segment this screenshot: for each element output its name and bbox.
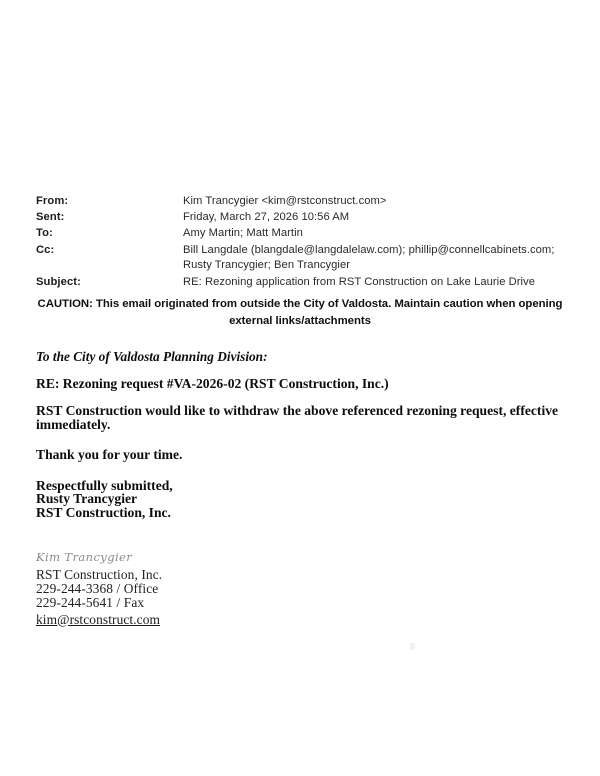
signature-fax-number: 229-244-5641 / Fax <box>36 595 145 611</box>
caution-banner <box>36 296 564 330</box>
field-label-sent: Sent: <box>36 211 65 224</box>
email-header-row-subject <box>36 275 556 290</box>
signature-company: RST Construction, Inc. <box>36 567 163 582</box>
letter-signer-company: RST Construction, Inc. <box>36 504 171 520</box>
email-header-row-cc <box>36 243 556 273</box>
letter-closing-salutation: Respectfully submitted, <box>36 478 173 493</box>
field-value-subject: RE: Rezoning application from RST Construction on Lake Laurie Drive <box>183 276 535 289</box>
email-header-row-from <box>36 194 556 209</box>
letter-re-line: RE: Rezoning request #VA-2026-02 (RST Construction, Inc.) <box>36 376 389 391</box>
email-header-block <box>36 194 556 291</box>
field-value-to: Amy Martin; Matt Martin <box>183 227 303 240</box>
email-header-row-sent <box>36 210 556 225</box>
signature-email-link[interactable]: kim@rstconstruct.com <box>36 611 161 627</box>
field-label-cc: Cc: <box>36 243 55 256</box>
signature-office-phone: 229-244-3368 / Office <box>36 581 159 597</box>
caution-banner-line-1: CAUTION: This email originated from outside the City of Valdosta. Maintain caution when opening <box>37 298 563 310</box>
letter-signer-name: Rusty Trancygier <box>36 491 138 507</box>
letter-closing-block <box>36 479 566 519</box>
scan-artifact-speck <box>410 643 415 650</box>
signature-block <box>36 549 336 629</box>
field-label-to: To: <box>36 227 53 240</box>
field-value-cc: Bill Langdale (blangdale@langdalelaw.com); phillip@connellcabinets.com; Rusty Trancygier; Ben Trancygier <box>183 243 555 271</box>
letter-body <box>36 350 566 519</box>
field-label-from: From: <box>36 195 69 207</box>
letter-salutation: To the City of Valdosta Planning Division: <box>36 349 268 364</box>
email-header-row-to <box>36 226 556 241</box>
caution-banner-line-2: external links/attachments <box>229 315 371 327</box>
handwritten-signature: Kim Trancygier <box>36 550 133 564</box>
letter-withdrawal-statement: RST Construction would like to withdraw the above referenced rezoning request, effective immediately. <box>36 403 559 432</box>
letter-thanks-line: Thank you for your time. <box>36 447 183 462</box>
field-value-from: Kim Trancygier <kim@rstconstruct.com> <box>183 195 387 207</box>
field-label-subject: Subject: <box>36 276 81 289</box>
field-value-sent: Friday, March 27, 2026 10:56 AM <box>183 211 350 224</box>
